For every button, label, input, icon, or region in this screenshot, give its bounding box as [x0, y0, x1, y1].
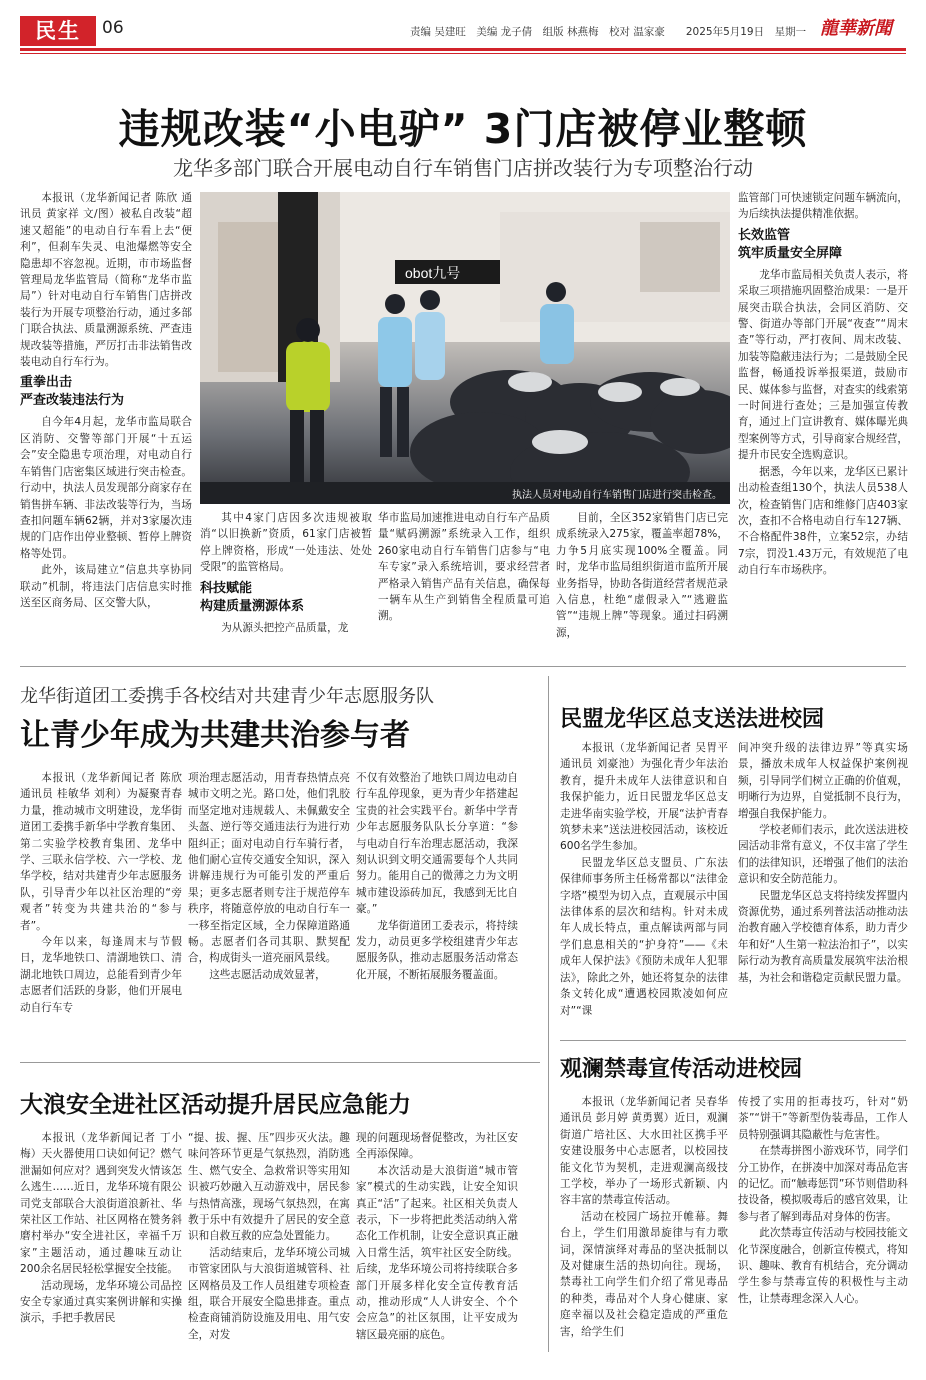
paragraph: 其中4家门店因多次违规被取消“以旧换新”资质，61家门店被暂停上牌资格，形成“一处违法、处处受限”的监管格局。	[200, 512, 372, 574]
subheading-line-2: 严查改装违法行为	[20, 393, 125, 409]
lead-headline: 违规改装“小电驴” 3门店被停业整顿	[118, 105, 808, 153]
paragraph: 民盟龙华区总支将持续发挥盟内资源优势，通过系列普法活动推动法治教育融入学校德育体系，助力青少年和好“人生第一粒法治扣子”，以实际行动为教育高质量发展筑牢法治根基，为社会和谐稳定贡献民盟力量。	[738, 889, 908, 984]
paragraph: 此次禁毒宣传活动与校园技能文化节深度融合，创新宣传模式，将知识、趣味、教育有机结合，充分调动学生参与禁毒宣传的积极性与主动性，让禁毒理念深入人心。	[738, 1227, 908, 1305]
lead-photo	[200, 192, 730, 504]
newspaper-logo: 龍華新聞	[820, 18, 892, 39]
paragraph: 本报讯（龙华新闻记者 陈欣 通讯员 黄家祥 文/图）被私自改装“超速又超能”的电动自行车看上去“便利”，但刹车失灵、电池爆燃等安全隐患却不容忽视。近期，市市场监督管理局龙华监管局（简称“龙华市监局”）针对电动自行车销售门店拼改装行为开展专项整治行动，通过多部门联合执法、质量溯源系统、严查违规改装等措施，严厉打击非法销售改装电动自行车行为。	[20, 192, 192, 369]
subheading-line-1: 科技赋能	[200, 580, 253, 596]
paragraph: 不仅有效整治了地铁口周边电动自行车乱停现象，更为青少年搭建起宝贵的社会实践平台。新华中学青少年志愿服务队队长分享道：“参与电动自行车治理志愿活动，我深刻认识到文明交通需要每个人共同努力。能用自己的微薄之力为文明城市建设添砖加瓦，我感到无比自豪。”	[356, 772, 518, 916]
paragraph: 在禁毒拼图小游戏环节，同学们分工协作，在拼凑中加深对毒品危害的记忆。而“触毒惩罚”环节则借助科技设备，模拟吸毒后的感官效果，让参与者了解到毒品对身体的伤害。	[738, 1145, 908, 1223]
section-subheading	[200, 580, 372, 616]
safety-column-1	[20, 1130, 182, 1368]
subheading-line-2: 筑牢质量安全屏障	[738, 245, 843, 261]
paragraph: 自今年4月起，龙华市监局联合区消防、交警等部门开展“十五运会”安全隐患专项治理，对电动自行车销售门店密集区域进行突击检查。行动中，执法人员发现部分商家存在销售拼车辆、非法改装等行为，当场查扣问题车辆62辆，并对3家屡次违规的门店作出停业整顿、暂停上牌资格等处罚。	[20, 416, 192, 560]
section-label: 民生	[20, 16, 96, 46]
paragraph: 龙华市监局相关负责人表示，将采取三项措施巩固整治成果：一是开展突击联合执法，会同区消防、交警、街道办等部门开展“夜查”“周末查”等行动，严打夜间、周末改装、加装等隐蔽违法行为；二是鼓励全民监督，畅通投诉举报渠道，鼓励市民、媒体参与监督，对查实的线索第一时间进行查处；三是加强宣传教育，通过上门宣讲教育、媒体曝光典型案例等方式，引导商家合规经营，提升市民安全选购意识。	[738, 268, 908, 462]
paragraph: 本报讯（龙华新闻记者 陈欣 通讯员 桂敏华 刘利）为凝聚青春力量，推动城市文明建设，龙华街道团工委携手新华中学教育集团、第二实验学校教育集团、龙华中学、三联永信学校、六一学校、龙华学校，结对共建青少年志愿服务队，引导青少年以社区治理的“旁观者”转变为共建共治的“参与者”。	[20, 772, 182, 932]
paragraph: 项治理志愿活动，用青春热情点亮城市文明之光。路口处，他们乳胶而坚定地对违规载人、未佩戴安全头盔、逆行等交通违法行为进行劝阻纠正；面对电动自行车骑行者，他们耐心宣传交通安全知识，深入讲解违规行为可能引发的严重后果；更多志愿者则专注于规范停车秩序，将随意停放的电动自行车一一移至指定区域，全力保障道路通畅。志愿者们各司其职、默契配合，构成街头一道亮丽风景线。	[188, 772, 350, 965]
paragraph: 监管部门可快速锁定问题车辆流向，为后续执法提供精准依据。	[738, 192, 908, 221]
masthead-rule	[20, 48, 906, 51]
paragraph: 华市监局加速推进电动自行车产品质量“赋码溯源”系统录入工作，组织260家电动自行车销售门店参与“电车专家”录入系统培训，要求经营者严格录入销售产品有关信息，确保每一辆车从生产到销售全程质量可追溯。	[378, 512, 550, 623]
masthead	[0, 0, 926, 50]
lead-column-3	[378, 510, 550, 658]
lead-column-2	[200, 510, 372, 658]
paragraph: 本报讯（龙华新闻记者 吴胃平 通讯员 刘豪池）为强化青少年法治教育，提升未成年人法律意识和自我保护能力，近日民盟龙华区总支走进华南实验学校，开展“法护青春 筑梦未来”送法进校园活动，该校近600名学生参加。	[560, 742, 728, 853]
paragraph: “提、拔、握、压”四步灭火法。趣味问答环节更是气氛热烈，消防逃生、燃气安全、急救常识等实用知识被巧妙融入互动游戏中，居民参与热情高涨，现场气氛热烈，在寓教于乐中有效提升了居民的安全意识和自救互救的应急处置能力。	[188, 1132, 350, 1243]
paragraph: 传授了实用的拒毒技巧，针对“奶茶”“饼干”等新型伪装毒品，工作人员特别强调其隐蔽性与危害性。	[738, 1096, 908, 1141]
paragraph: 民盟龙华区总支盟员、广东法保律师事务所主任杨常都以“法律金字塔”模型为切入点，直观展示中国法律体系的层次和结构。针对未成年人成长特点，重点解读两部与同学们息息相关的“护身符”——《未成年人保护法》《预防未成年人犯罪法》，除此之外，她还将复杂的法律条文转化成“遭遇校园欺凌如何应对”“课	[560, 856, 728, 1017]
lead-column-4	[556, 510, 728, 658]
safety-headline: 大浪安全进社区活动提升居民应急能力	[20, 1092, 411, 1118]
paragraph: 据悉，今年以来，龙华区已累计出动检查组130个，执法人员538人次，检查销售门店和维修门店403家次，查扣不合格电动自行车127辆、不合格配件38件，立案52宗，办结7宗，罚没1.43万元，有效规范了电动自行车市场秩序。	[738, 465, 908, 577]
credit-line: 责编 吴建旺 美编 龙子倩 组版 林燕梅 校对 温家豪 2025年5月19日 星期一	[410, 26, 807, 38]
section-divider	[20, 666, 906, 667]
drug-column-1	[560, 1094, 728, 1366]
section-subheading	[20, 374, 192, 410]
drug-headline: 观澜禁毒宣传活动进校园	[560, 1057, 803, 1082]
youth-kicker: 龙华街道团工委携手各校结对共建青少年志愿服务队	[20, 686, 434, 707]
section-divider	[560, 1040, 906, 1041]
paragraph: 现的问题现场督促整改，为社区安全再添保障。	[356, 1132, 518, 1161]
paragraph: 这些志愿活动成效显著，	[209, 968, 326, 981]
youth-column-1	[20, 770, 182, 1040]
photo-caption: 执法人员对电动自行车销售门店进行突击检查。	[512, 490, 722, 501]
paragraph: 间冲突升级的法律边界”等真实场景，播放未成年人权益保护案例视频，引导同学们树立正确的价值观，明晰行为边界，自觉抵制不良行为，增强自我保护能力。	[738, 742, 908, 820]
paragraph: 今年以来，每逢周末与节假日，龙华地铁口、清湖地铁口、清湖北地铁口周边，总能看到青少年志愿者们活跃的身影，他们开展电动自行车专	[20, 936, 182, 1014]
youth-column-2	[188, 770, 350, 1040]
paragraph: 目前，全区352家销售门店已完成系统录入275家，覆盖率超78%，力争5月底实现100%全覆盖。同时，龙华市监局组织街道市监所开展业务指导，协助各街道经营者规范录入信息，杜绝“虚假录入”“逃避监管”“违规上牌”等现象。通过扫码溯源，	[556, 512, 728, 639]
subheading-line-1: 重拳出击	[20, 375, 73, 391]
paragraph: 龙华街道团工委表示，将持续发力，动员更多学校组建青少年志愿服务队，推动志愿服务活动常态化开展，不断拓展服务覆盖面。	[356, 919, 518, 981]
paragraph: 活动现场，龙华环境公司品控安全专家通过真实案例讲解和实操演示，手把手教居民	[20, 1279, 182, 1325]
section-divider	[20, 1062, 540, 1063]
paragraph: 为从源头把控产品质量，龙	[221, 621, 349, 634]
law-column-2	[738, 740, 908, 1030]
lead-column-1	[20, 190, 192, 658]
paragraph: 本报讯（龙华新闻记者 吴春华 通讯员 彭月婷 黄勇翼）近日，观澜街道广培社区、大水田社区携手平安建设服务中心志愿者，以校园技能文化节为契机，走进观澜高级技工学校，举办了一场形式新颖、内容丰富的禁毒宣传活动。	[560, 1096, 728, 1207]
youth-headline: 让青少年成为共建共治参与者	[20, 718, 410, 753]
store-sign: obot九号	[405, 265, 461, 281]
paragraph: 活动在校园广场拉开帷幕。舞台上，学生们用激昂旋律与有力歌词，深情演绎对毒品的坚决抵制以及对健康生活的热切向往。现场，禁毒社工向学生们介绍了常见毒品的种类，毒品对个人身心健康、家庭幸福以及社会稳定造成的严重危害，给学生们	[560, 1210, 728, 1338]
law-headline: 民盟龙华区总支送法进校园	[560, 707, 825, 732]
subheading-line-1: 长效监管	[738, 227, 791, 243]
page-number: 06	[102, 18, 124, 38]
enforcement-scene-illustration	[200, 192, 730, 504]
paragraph: 学校老师们表示，此次送法进校园活动非常有意义，不仅丰富了学生们的法律知识，还增强了他们的法治意识和安全防范能力。	[738, 824, 908, 886]
section-subheading	[738, 227, 908, 263]
paragraph: 此外，该局建立“信息共享协同联动”机制，将违法门店信息实时推送至区商务局、区交警大队，	[20, 564, 192, 609]
paragraph: 本次活动是大浪街道“城市管家”模式的生动实践，让安全知识真正“活”了起来。社区相关负责人表示，下一步将把此类活动纳入常态化工作机制，让安全意识真正融入日常生活，筑牢社区安全防线。后续，龙华环境公司将持续联合多部门开展多样化安全宣传教育活动，推动形成“人人讲安全、个个会应急”的社区氛围，让平安成为辖区最亮丽的底色。	[356, 1164, 518, 1341]
law-column-1	[560, 740, 728, 1030]
vertical-divider	[548, 676, 549, 1352]
youth-column-3	[356, 770, 518, 1040]
paragraph: 活动结束后，龙华环境公司城市管家团队与大浪街道城管科、社区网格员及工作人员组建专项检查组，联合开展安全隐患排查。重点检查商铺消防设施及用电、用气安全，对发	[188, 1246, 350, 1341]
drug-column-2	[738, 1094, 908, 1366]
lead-subheadline: 龙华多部门联合开展电动自行车销售门店拼改装行为专项整治行动	[173, 156, 753, 180]
lead-column-5	[738, 190, 908, 658]
subheading-line-2: 构建质量溯源体系	[200, 598, 305, 614]
paragraph: 本报讯（龙华新闻记者 丁小梅）天火器使用口诀如何记？燃气泄漏如何应对？遇到突发火情该怎么逃生……近日，龙华环境有限公司党支部联合大浪街道浪新社、华荣社区工作站、社区网格在赞务斜磨村举办“安全进社区，幸福千万家”主题活动，通过趣味互动让200余名居民轻松掌握安全技能。	[20, 1132, 182, 1276]
safety-column-2	[188, 1130, 350, 1368]
safety-column-3	[356, 1130, 518, 1368]
masthead-thin-rule	[20, 53, 906, 54]
